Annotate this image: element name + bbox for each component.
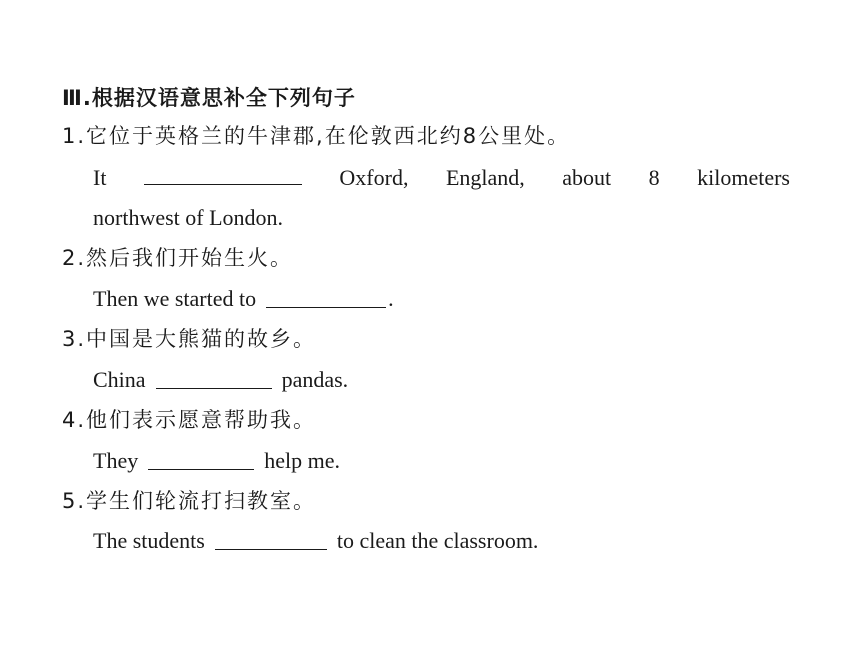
item-1-english-line1 <box>93 162 790 194</box>
item-4-english <box>93 445 340 477</box>
item-3-text-before: China <box>93 367 146 392</box>
item-5-text-after: to clean the classroom. <box>336 528 539 553</box>
item-3-answer-blank[interactable] <box>156 366 272 389</box>
item-1-word-about: about <box>562 165 612 190</box>
item-1-word-england: England, <box>445 165 525 190</box>
item-1-chinese: 1.它位于英格兰的牛津郡,在伦敦西北约8公里处。 <box>62 124 571 148</box>
item-5-english <box>93 525 538 557</box>
item-1-word-it: It <box>93 165 107 190</box>
item-5-chinese: 5.学生们轮流打扫教室。 <box>62 489 317 513</box>
item-4-chinese: 4.他们表示愿意帮助我。 <box>62 408 317 432</box>
item-2-chinese: 2.然后我们开始生火。 <box>62 246 294 270</box>
item-4-text-before: They <box>93 448 139 473</box>
item-1-word-oxford: Oxford, <box>339 165 409 190</box>
item-4-text-after: help me. <box>264 448 340 473</box>
item-2-text-before: Then we started to <box>93 286 257 311</box>
item-3-chinese: 3.中国是大熊猫的故乡。 <box>62 327 317 351</box>
item-1-answer-blank[interactable] <box>144 162 302 185</box>
item-3-english <box>93 364 348 396</box>
section-title: Ⅲ.根据汉语意思补全下列句子 <box>62 86 356 110</box>
item-2-english <box>93 283 394 315</box>
item-1-word-8: 8 <box>648 165 660 190</box>
item-2-text-after: . <box>388 286 394 311</box>
item-1-word-kilometers: kilometers <box>697 165 790 190</box>
item-1-english-line2: northwest of London. <box>93 205 284 230</box>
item-2-answer-blank[interactable] <box>266 285 386 308</box>
item-4-answer-blank[interactable] <box>148 447 254 470</box>
item-5-text-before: The students <box>93 528 205 553</box>
item-5-answer-blank[interactable] <box>215 527 327 550</box>
item-3-text-after: pandas. <box>281 367 349 392</box>
